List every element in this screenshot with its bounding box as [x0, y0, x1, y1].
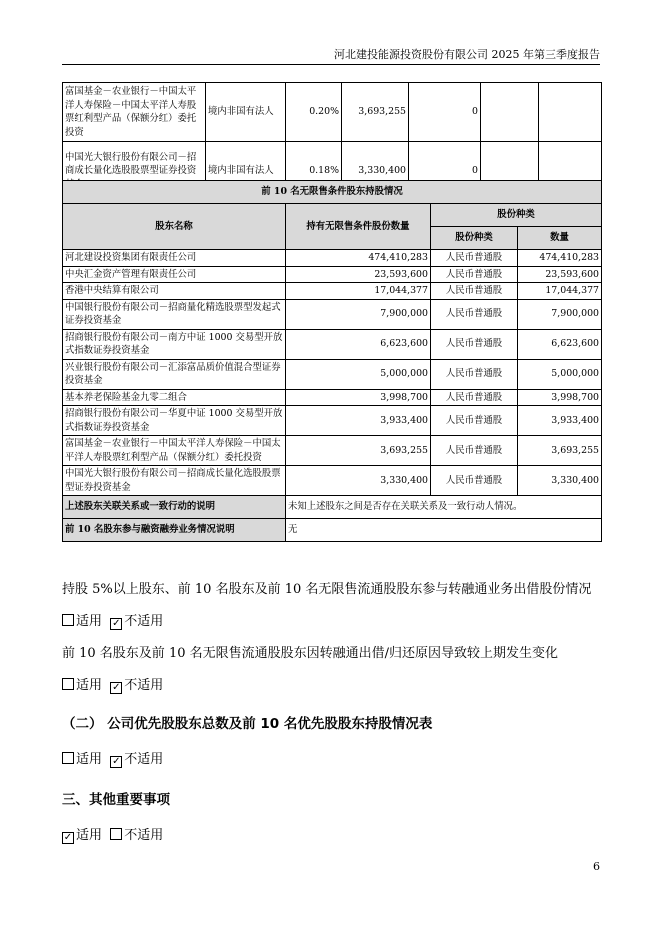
holder-quantity: 7,900,000	[286, 299, 431, 329]
share-amount: 7,900,000	[518, 299, 602, 329]
col-header-amount: 数量	[518, 227, 602, 250]
share-kind: 人民币普通股	[431, 466, 518, 496]
option-label: 适用	[76, 752, 103, 767]
col-header-kind-group: 股份种类	[431, 204, 602, 227]
holder-name: 河北建设投资集团有限责任公司	[63, 250, 286, 267]
option-label: 适用	[76, 678, 103, 693]
checkbox-applicable[interactable]	[62, 614, 74, 626]
holder-quantity: 17,044,377	[286, 283, 431, 300]
share-amount: 17,044,377	[518, 283, 602, 300]
share-amount: 3,693,255	[518, 436, 602, 466]
share-kind: 人民币普通股	[431, 436, 518, 466]
table-row	[63, 266, 602, 283]
page-number: 6	[593, 860, 600, 873]
holder-percent: 0.20%	[286, 83, 342, 142]
holder-type: 境内非国有法人	[206, 83, 286, 142]
share-kind: 人民币普通股	[431, 359, 518, 389]
table-row	[63, 406, 602, 436]
share-amount: 6,623,600	[518, 329, 602, 359]
share-amount: 23,593,600	[518, 266, 602, 283]
margin-label: 前 10 名股东参与融资融券业务情况说明	[63, 519, 286, 542]
table-header-row	[63, 204, 602, 227]
table-row	[63, 466, 602, 496]
col-header-name: 股东名称	[63, 204, 286, 250]
holder-name: 中国光大银行股份有限公司－招商成长量化选股股票型证券投资	[63, 142, 206, 201]
holder-quantity: 474,410,283	[286, 250, 431, 267]
relation-row	[63, 496, 602, 519]
checkbox-applicable[interactable]: ✓	[63, 832, 73, 843]
holder-percent: 0.18%	[286, 142, 342, 201]
holder-quantity: 3,933,400	[286, 406, 431, 436]
table-band-row	[63, 181, 602, 204]
holder-restricted: 0	[409, 142, 481, 201]
share-amount: 3,330,400	[518, 466, 602, 496]
checkbox-not-applicable[interactable]	[110, 828, 122, 840]
checkbox-not-applicable[interactable]: ✓	[112, 756, 121, 767]
relation-value: 未知上述股东之间是否存在关联关系及一致行动人情况。	[286, 496, 602, 519]
share-kind: 人民币普通股	[431, 406, 518, 436]
change-paragraph: 前 10 名股东及前 10 名无限售流通股股东因转融通出借/归还原因导致较上期发生变化	[62, 646, 558, 661]
section-preferred-shares: （二） 公司优先股股东总数及前 10 名优先股股东持股情况表	[62, 716, 433, 732]
holder-name: 富国基金－农业银行－中国太平洋人寿保险－中国太平洋人寿股票红利型产品（保额分红）委托投资	[63, 83, 206, 142]
section-other-matters: 三、其他重要事项	[62, 792, 170, 808]
holder-restricted: 0	[409, 83, 481, 142]
holder-name: 招商银行股份有限公司－南方中证 1000 交易型开放式指数证券投资基金	[63, 329, 286, 359]
relation-label: 上述股东关联关系或一致行动的说明	[63, 496, 286, 519]
holder-quantity: 3,693,255	[286, 436, 431, 466]
option-line-1	[62, 610, 163, 629]
option-label: 适用	[76, 614, 103, 629]
table-row	[63, 329, 602, 359]
empty-cell	[539, 83, 602, 142]
holder-quantity: 23,593,600	[286, 266, 431, 283]
share-kind: 人民币普通股	[431, 266, 518, 283]
share-kind: 人民币普通股	[431, 389, 518, 406]
holder-name: 兴业银行股份有限公司－汇添富品质价值混合型证券投资基金	[63, 359, 286, 389]
share-kind: 人民币普通股	[431, 329, 518, 359]
share-amount: 3,998,700	[518, 389, 602, 406]
option-label: 不适用	[124, 614, 164, 629]
checkbox-not-applicable[interactable]: ✓	[112, 682, 121, 693]
option-label: 不适用	[124, 678, 164, 693]
holder-quantity: 6,623,600	[286, 329, 431, 359]
option-label: 不适用	[124, 752, 164, 767]
holder-type: 境内非国有法人	[206, 142, 286, 201]
share-amount: 3,933,400	[518, 406, 602, 436]
table-row	[63, 436, 602, 466]
holder-name: 富国基金－农业银行－中国太平洋人寿保险－中国太平洋人寿股票红利型产品（保额分红）委托投资	[63, 436, 286, 466]
table-row	[63, 83, 602, 142]
holder-quantity: 3,330,400	[286, 466, 431, 496]
holder-name: 基本养老保险基金九零二组合	[63, 389, 286, 406]
header-divider	[62, 64, 600, 65]
option-line-4	[62, 824, 163, 843]
table-row	[63, 250, 602, 267]
option-line-3	[62, 748, 163, 767]
checkbox-applicable[interactable]	[62, 678, 74, 690]
lending-paragraph: 持股 5%以上股东、前 10 名股东及前 10 名无限售流通股股东参与转融通业务出借股份情况	[62, 582, 592, 597]
holder-quantity: 3,693,255	[342, 83, 409, 142]
margin-row	[63, 519, 602, 542]
holder-name: 中央汇金资产管理有限责任公司	[63, 266, 286, 283]
share-kind: 人民币普通股	[431, 299, 518, 329]
option-label: 不适用	[124, 828, 164, 843]
share-kind: 人民币普通股	[431, 250, 518, 267]
holder-quantity: 3,330,400	[342, 142, 409, 201]
empty-cell	[481, 83, 539, 142]
option-label: 适用	[76, 828, 103, 843]
col-header-qty: 持有无限售条件股份数量	[286, 204, 431, 250]
holder-name: 中国银行股份有限公司－招商量化精选股票型发起式证券投资基金	[63, 299, 286, 329]
col-header-kind: 股份种类	[431, 227, 518, 250]
table-row	[63, 299, 602, 329]
unrestricted-holders-table	[62, 180, 602, 542]
table-row	[63, 283, 602, 300]
holder-name: 招商银行股份有限公司－华夏中证 1000 交易型开放式指数证券投资基金	[63, 406, 286, 436]
holder-name: 中国光大银行股份有限公司－招商成长量化选股股票型证券投资基金	[63, 466, 286, 496]
holder-quantity: 3,998,700	[286, 389, 431, 406]
share-kind: 人民币普通股	[431, 283, 518, 300]
table-row	[63, 359, 602, 389]
share-amount: 474,410,283	[518, 250, 602, 267]
table-band-title: 前 10 名无限售条件股东持股情况	[63, 181, 602, 204]
holder-quantity: 5,000,000	[286, 359, 431, 389]
margin-value: 无	[286, 519, 602, 542]
table-row	[63, 389, 602, 406]
option-line-2	[62, 674, 163, 693]
report-header-title: 河北建投能源投资股份有限公司 2025 年第三季度报告	[334, 48, 600, 61]
holder-name: 香港中央结算有限公司	[63, 283, 286, 300]
checkbox-applicable[interactable]	[62, 752, 74, 764]
checkbox-not-applicable[interactable]: ✓	[112, 618, 121, 629]
share-amount: 5,000,000	[518, 359, 602, 389]
